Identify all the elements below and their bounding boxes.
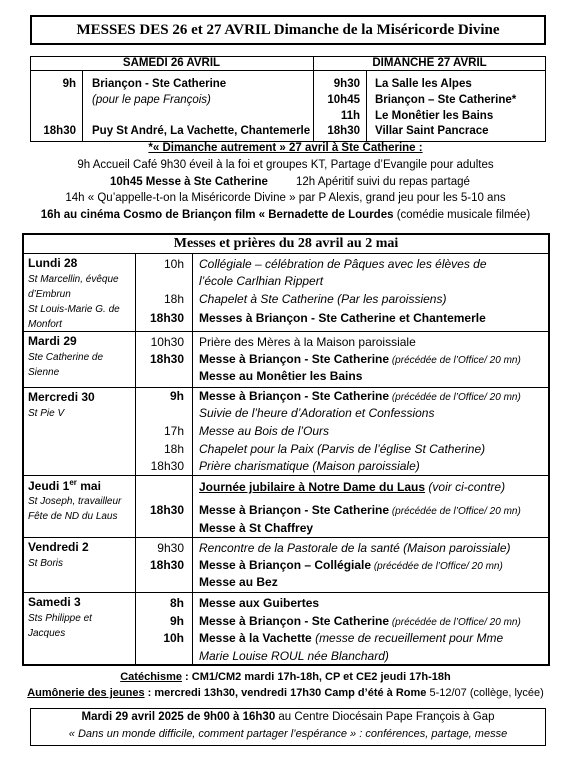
event-line <box>199 649 389 663</box>
catechisme-text: : CM1/CM2 mardi 17h-18h, CP et CE2 jeudi 17h-18h <box>182 671 451 683</box>
autrement-heading: *« Dimanche autrement » 27 avril à Ste Catherine : <box>148 142 423 154</box>
day-label: Vendredi 2 <box>28 540 89 554</box>
event-line <box>199 311 486 325</box>
event-line <box>199 406 434 420</box>
saint-name: St Pie V <box>28 408 65 419</box>
day-name <box>28 256 77 270</box>
sat-time: 18h30 <box>43 125 76 137</box>
event-note: (précédée de l’Office/ 20 mn) <box>389 355 521 366</box>
sun-time: 11h <box>340 110 360 122</box>
event-text: Messe au Bez <box>199 575 278 589</box>
event-time: 18h30 <box>149 311 184 325</box>
sun-location: Villar Saint Pancrace <box>375 125 489 137</box>
saint-name: St Boris <box>28 558 64 569</box>
week-header: Messes et prières du 28 avril au 2 mai <box>173 236 399 251</box>
footer-line2: « Dans un monde difficile, comment partager l’espérance » : conférences, partage, messe <box>68 728 508 740</box>
sat-location: Puy St André, La Vachette, Chantemerle <box>92 125 311 137</box>
day-name <box>28 478 101 493</box>
saint-name: St Marcellin, évêque <box>28 274 119 285</box>
day-name <box>28 334 77 348</box>
event-note: (précédée de l’Office/ 20 mn) <box>389 617 521 628</box>
event-note: (précédée de l’Office/ 20 mn) <box>389 392 521 403</box>
event-line <box>199 442 485 456</box>
event-text: Messe à Briançon - Ste Catherine <box>199 503 390 517</box>
sat-location: Briançon - Ste Catherine <box>92 78 227 90</box>
event-text: Messe aux Guibertes <box>199 596 320 610</box>
event-text: l’école Carlhian Rippert <box>199 274 324 288</box>
sun-time: 9h30 <box>333 78 360 90</box>
day-name <box>28 595 81 609</box>
saturday-header: SAMEDI 26 AVRIL <box>122 57 221 69</box>
sun-time: 18h30 <box>327 125 360 137</box>
catechisme-label: Catéchisme <box>120 671 182 683</box>
saint-name: Sienne <box>28 367 60 378</box>
event-line <box>199 274 323 288</box>
event-note: (précédée de l’Office/ 20 mn) <box>371 561 503 572</box>
saint-name: d’Embrun <box>28 289 71 300</box>
day-name <box>28 540 89 554</box>
event-time: 18h30 <box>150 459 184 473</box>
event-time: 10h <box>163 257 184 271</box>
event-line <box>199 503 521 517</box>
event-line <box>199 335 416 349</box>
day-label: Jeudi 1 <box>28 479 70 493</box>
event-line <box>199 389 521 403</box>
event-time: 9h <box>169 614 184 628</box>
event-text: Messe à Briançon - Ste Catherine <box>199 352 390 366</box>
event-note: (voir ci-contre) <box>425 480 506 494</box>
event-line <box>199 575 278 589</box>
event-line <box>199 596 319 610</box>
sunday-header: DIMANCHE 27 AVRIL <box>372 57 487 69</box>
event-text: Messe à Briançon - Ste Catherine <box>199 614 390 628</box>
cinema-film: 16h au cinéma Cosmo de Briançon film « Bernadette de Lourdes <box>40 209 394 221</box>
cinema-note: (comédie musicale filmée) <box>393 209 531 221</box>
saint-name: Ste Catherine de <box>28 352 104 363</box>
event-text: Suivie de l’heure d’Adoration et Confessions <box>199 406 435 420</box>
event-text: Messe à St Chaffrey <box>199 521 314 535</box>
event-line <box>199 480 505 494</box>
event-time: 18h <box>163 292 184 306</box>
event-time: 8h <box>169 596 184 610</box>
event-line <box>199 369 362 383</box>
day-label: Lundi 28 <box>28 256 78 270</box>
autrement-aperitif: 12h Apéritif suivi du repas partagé <box>296 176 470 188</box>
event-time: 18h30 <box>149 558 184 572</box>
event-line <box>199 352 521 366</box>
event-time: 18h30 <box>149 503 184 517</box>
aumonerie-label: Aumônerie des jeunes <box>27 687 145 699</box>
event-time: 17h <box>163 424 184 438</box>
day-label-suffix: mai <box>76 479 101 493</box>
sun-location: La Salle les Alpes <box>375 78 472 90</box>
day-label: Mercredi 30 <box>28 390 95 404</box>
event-text: Messe au Monêtier les Bains <box>199 369 363 383</box>
event-text: Rencontre de la Pastorale de la santé (Maison paroissiale) <box>199 541 511 555</box>
event-line <box>199 631 503 645</box>
sat-time: 9h <box>62 78 76 90</box>
aumonerie-dates: 5-12/07 (collège, lycée) <box>426 687 544 699</box>
day-label: Samedi 3 <box>28 595 81 609</box>
aumonerie-line <box>0 687 571 699</box>
sun-location: Briançon – Ste Catherine* <box>375 94 517 106</box>
autrement-line1: 9h Accueil Café 9h30 éveil à la foi et groupes KT, Partage d’Evangile pour adultes <box>77 159 494 171</box>
event-time: 10h30 <box>150 335 184 349</box>
sun-location: Le Monêtier les Bains <box>375 110 494 122</box>
event-text: Messe à la Vachette <box>199 631 312 645</box>
event-text: Messe au Bois de l’Ours <box>199 424 330 438</box>
event-line <box>199 521 313 535</box>
event-text: Journée jubilaire à Notre Dame du Laus <box>199 480 426 494</box>
aumonerie-text: : mercredi 13h30, vendredi 17h30 Camp d’été à Rome <box>144 687 427 699</box>
event-text: Messe à Briançon – Collégiale <box>199 558 372 572</box>
sun-time: 10h45 <box>327 94 360 106</box>
saint-name: St Joseph, travailleur <box>28 496 122 507</box>
footer-date: Mardi 29 avril 2025 de 9h00 à 16h30 <box>81 711 276 723</box>
saint-name: Fête de ND du Laus <box>28 511 118 522</box>
event-text: Prière des Mères à la Maison paroissiale <box>199 335 416 349</box>
event-time: 10h <box>163 631 184 645</box>
event-note: (précédée de l’Office/ 20 mn) <box>389 506 521 517</box>
event-time: 18h30 <box>149 352 184 366</box>
autrement-line3: 14h « Qu’appelle-t-on la Miséricorde Divine » par P Alexis, grand jeu pour les 5-10 ans <box>65 192 506 204</box>
event-line <box>199 558 503 572</box>
event-line <box>199 292 446 306</box>
event-line <box>199 541 511 555</box>
event-line <box>199 614 521 628</box>
autrement-messe: 10h45 Messe à Ste Catherine <box>110 176 268 188</box>
day-label: Mardi 29 <box>28 334 77 348</box>
event-text: Collégiale – célébration de Pâques avec les élèves de <box>199 257 487 271</box>
event-line <box>199 459 420 473</box>
autrement-line4 <box>0 209 571 221</box>
day-name <box>28 390 95 404</box>
saint-name: Monfort <box>28 319 62 330</box>
event-text: Chapelet à Ste Catherine (Par les paroissiens) <box>199 292 447 306</box>
event-text: Messes à Briançon - Ste Catherine et Chantemerle <box>199 311 486 325</box>
event-time: 9h30 <box>157 541 184 555</box>
sat-location: (pour le pape François) <box>92 94 211 106</box>
event-text: Chapelet pour la Paix (Parvis de l’église St Catherine) <box>199 442 486 456</box>
page-title: MESSES DES 26 et 27 AVRIL Dimanche de la Miséricorde Divine <box>30 15 546 45</box>
event-time: 9h <box>169 389 184 403</box>
footer-place: au Centre Diocésain Pape François à Gap <box>275 711 495 723</box>
saint-name: Jacques <box>28 628 66 639</box>
saint-name: Sts Philippe et <box>28 613 92 624</box>
event-text: Messe à Briançon - Ste Catherine <box>199 389 390 403</box>
event-time: 18h <box>163 442 184 456</box>
day-sup: er <box>69 478 77 487</box>
catechisme-line <box>0 671 571 683</box>
saint-name: St Louis-Marie G. de <box>28 304 120 315</box>
footer-line1 <box>30 711 546 723</box>
event-note: (messe de recueillement pour Mme <box>311 631 504 645</box>
event-line <box>199 424 329 438</box>
event-text: Prière charismatique (Maison paroissiale) <box>199 459 420 473</box>
event-text: Marie Louise ROUL née Blanchard) <box>199 649 389 663</box>
event-line <box>199 257 487 271</box>
